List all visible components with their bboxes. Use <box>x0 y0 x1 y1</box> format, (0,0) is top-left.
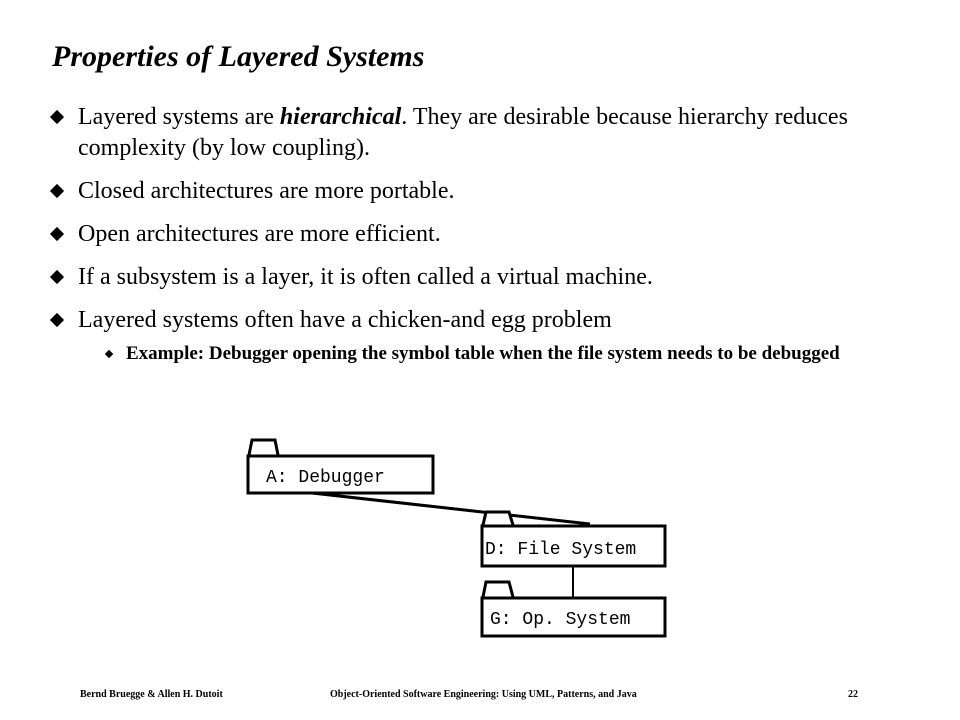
bullet-text: Closed architectures are more portable. <box>78 178 455 204</box>
sub-bullet-text: Example: Debugger opening the symbol table when the file system needs to be debugged <box>126 343 840 364</box>
bullet-text-post: . They are desirable because hierarchy reduces complexity (by low coupling). <box>78 104 848 161</box>
bullet-text: If a subsystem is a layer, it is often called a virtual machine. <box>78 264 653 290</box>
file-system-package <box>482 512 665 566</box>
bullet-emphasis: hierarchical <box>279 104 402 130</box>
bullet-text: Open architectures are more efficient. <box>78 221 441 247</box>
op-system-label: G: Op. System <box>490 610 631 630</box>
footer-authors: Bernd Bruegge & Allen H. Dutoit <box>80 689 223 700</box>
debugger-label: A: Debugger <box>266 468 385 488</box>
footer-book-title: Object-Oriented Software Engineering: Using UML, Patterns, and Java <box>330 689 637 700</box>
connector-line <box>312 493 590 524</box>
slide-title: Properties of Layered Systems <box>52 40 425 73</box>
file-system-label: D: File System <box>485 540 637 560</box>
bullet-text: Layered systems often have a chicken-and egg problem <box>78 307 612 333</box>
footer-page-number: 22 <box>848 689 858 700</box>
bullet-text-pre: Layered systems are <box>78 104 280 130</box>
debugger-package <box>248 440 433 493</box>
